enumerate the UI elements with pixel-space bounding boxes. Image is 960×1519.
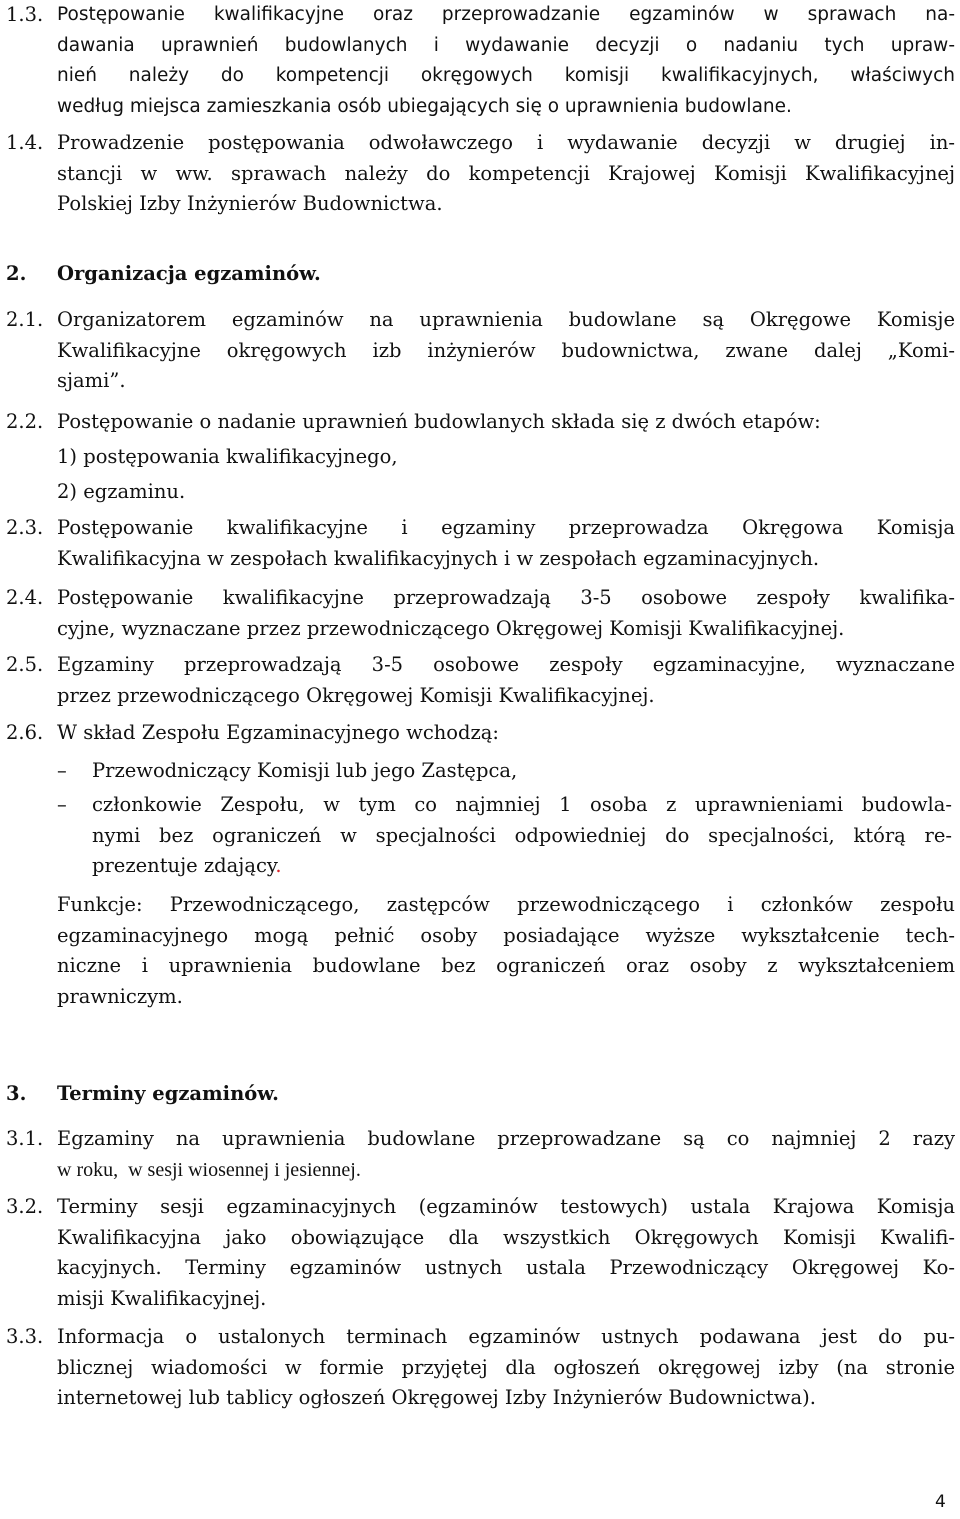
text-line: Informacja o ustalonych terminach egzaminów ustnych podawana jest do pu-: [57, 1325, 955, 1348]
paragraph-number: 1.4.: [6, 131, 44, 154]
list-item: 2) egzaminu.: [57, 480, 186, 503]
text-line: [92, 851, 952, 882]
text-line: członkowie Zespołu, w tym co najmniej 1 osoba z uprawnieniami budowla-: [92, 793, 952, 816]
text-line: Egzaminy na uprawnienia budowlane przeprowadzane są co najmniej 2 razy: [57, 1127, 955, 1150]
paragraph-number: 3.1.: [6, 1127, 44, 1150]
paragraph-number: 3.3.: [6, 1325, 44, 1348]
section-title: Organizacja egzaminów.: [57, 262, 321, 285]
text-line: egzaminacyjnego mogą pełnić osoby posiadające wyższe wykształcenie tech-: [57, 923, 955, 947]
paragraph-text: [57, 583, 955, 644]
text-line: w roku, w sesji wiosennej i jesiennej.: [57, 1158, 361, 1181]
paragraph-number: 2.2.: [6, 410, 44, 433]
text-line: Kwalifikacyjne okręgowych izb inżynierów budownictwa, zwane dalej „Komi-: [57, 338, 955, 362]
text-line: prawniczym.: [57, 984, 183, 1008]
text-line: niczne i uprawnienia budowlane bez ograniczeń oraz osoby z wykształceniem: [57, 954, 955, 977]
paragraph-text: [57, 650, 955, 711]
section-title: Terminy egzaminów.: [57, 1082, 279, 1105]
text-line: kacyjnych. Terminy egzaminów ustnych ustala Przewodniczący Okręgowej Ko-: [57, 1256, 955, 1279]
text-fragment: prezentuje zdający: [92, 854, 276, 877]
page-number: 4: [935, 1492, 946, 1512]
text-line: stancji w ww. sprawach należy do kompetencji Krajowej Komisji Kwalifikacyjnej: [57, 161, 955, 185]
paragraph-number: 3.2.: [6, 1195, 44, 1218]
list-item: [92, 790, 952, 882]
text-line: Funkcje: Przewodniczącego, zastępców przewodniczącego i członków zespołu: [57, 893, 955, 916]
text-line: cyjne, wyznaczane przez przewodniczącego Okręgowej Komisji Kwalifikacyjnej.: [57, 616, 845, 640]
paragraph-text: [57, 0, 955, 122]
list-item: 1) postępowania kwalifikacyjnego,: [57, 445, 398, 468]
paragraph-text: [57, 513, 955, 574]
paragraph-text: [57, 1192, 955, 1314]
text-line: Prowadzenie postępowania odwoławczego i wydawanie decyzji w drugiej in-: [57, 131, 955, 154]
paragraph-text: [57, 1124, 955, 1185]
paragraph-number: 1.3.: [6, 3, 44, 26]
paragraph-number: 2.3.: [6, 516, 44, 539]
list-item: Przewodniczący Komisji lub jego Zastępca,: [92, 759, 518, 782]
paragraph-number: 2.1.: [6, 308, 44, 331]
text-line: Kwalifikacyjna w zespołach kwalifikacyjnych i w zespołach egzaminacyjnych.: [57, 546, 820, 570]
paragraph-text: [57, 305, 955, 397]
text-line: sjami”.: [57, 369, 126, 392]
dash-bullet: –: [57, 759, 67, 782]
text-line: blicznej wiadomości w formie przyjętej dla ogłoszeń okręgowej izby (na stronie: [57, 1355, 955, 1379]
text-line: Postępowanie kwalifikacyjne oraz przeprowadzanie egzaminów w sprawach na-: [57, 4, 955, 25]
paragraph-number: 2.6.: [6, 721, 44, 744]
paragraph-text: [57, 1322, 955, 1414]
text-line: nień należy do kompetencji okręgowych komisji kwalifikacyjnych, właściwych: [57, 65, 955, 86]
text-line: misji Kwalifikacyjnej.: [57, 1286, 267, 1310]
section-number: 2.: [6, 262, 27, 285]
text-line: dawania uprawnień budowlanych i wydawanie decyzji o nadaniu tych upraw-: [57, 34, 955, 56]
paragraph-number: 2.4.: [6, 586, 44, 609]
paragraph-text: [57, 128, 955, 220]
text-line: według miejsca zamieszkania osób ubiegających się o uprawnienia budowlane.: [57, 95, 792, 117]
text-line: Polskiej Izby Inżynierów Budownictwa.: [57, 192, 443, 215]
functions-paragraph: [57, 890, 955, 1012]
text-line: przez przewodniczącego Okręgowej Komisji Kwalifikacyjnej.: [57, 683, 655, 707]
dash-bullet: –: [57, 793, 67, 816]
paragraph-text: Postępowanie o nadanie uprawnień budowlanych składa się z dwóch etapów:: [57, 410, 821, 433]
paragraph-text: W skład Zespołu Egzaminacyjnego wchodzą:: [57, 721, 499, 744]
text-line: Kwalifikacyjna jako obowiązujące dla wszystkich Okręgowych Komisji Kwalifi-: [57, 1225, 955, 1249]
text-line: Terminy sesji egzaminacyjnych (egzaminów testowych) ustala Krajowa Komisja: [57, 1195, 955, 1218]
section-number: 3.: [6, 1082, 27, 1105]
text-line: nymi bez ograniczeń w specjalności odpowiedniej do specjalności, którą re-: [92, 823, 952, 847]
paragraph-number: 2.5.: [6, 653, 44, 676]
text-line: Organizatorem egzaminów na uprawnienia budowlane są Okręgowe Komisje: [57, 308, 955, 331]
text-line: Egzaminy przeprowadzają 3-5 osobowe zespoły egzaminacyjne, wyznaczane: [57, 653, 955, 676]
text-line: internetowej lub tablicy ogłoszeń Okręgowej Izby Inżynierów Budownictwa).: [57, 1386, 816, 1409]
text-line: Postępowanie kwalifikacyjne i egzaminy przeprowadza Okręgowa Komisja: [57, 516, 955, 539]
red-period: .: [275, 854, 282, 877]
text-line: Postępowanie kwalifikacyjne przeprowadzają 3-5 osobowe zespoły kwalifika-: [57, 586, 955, 609]
